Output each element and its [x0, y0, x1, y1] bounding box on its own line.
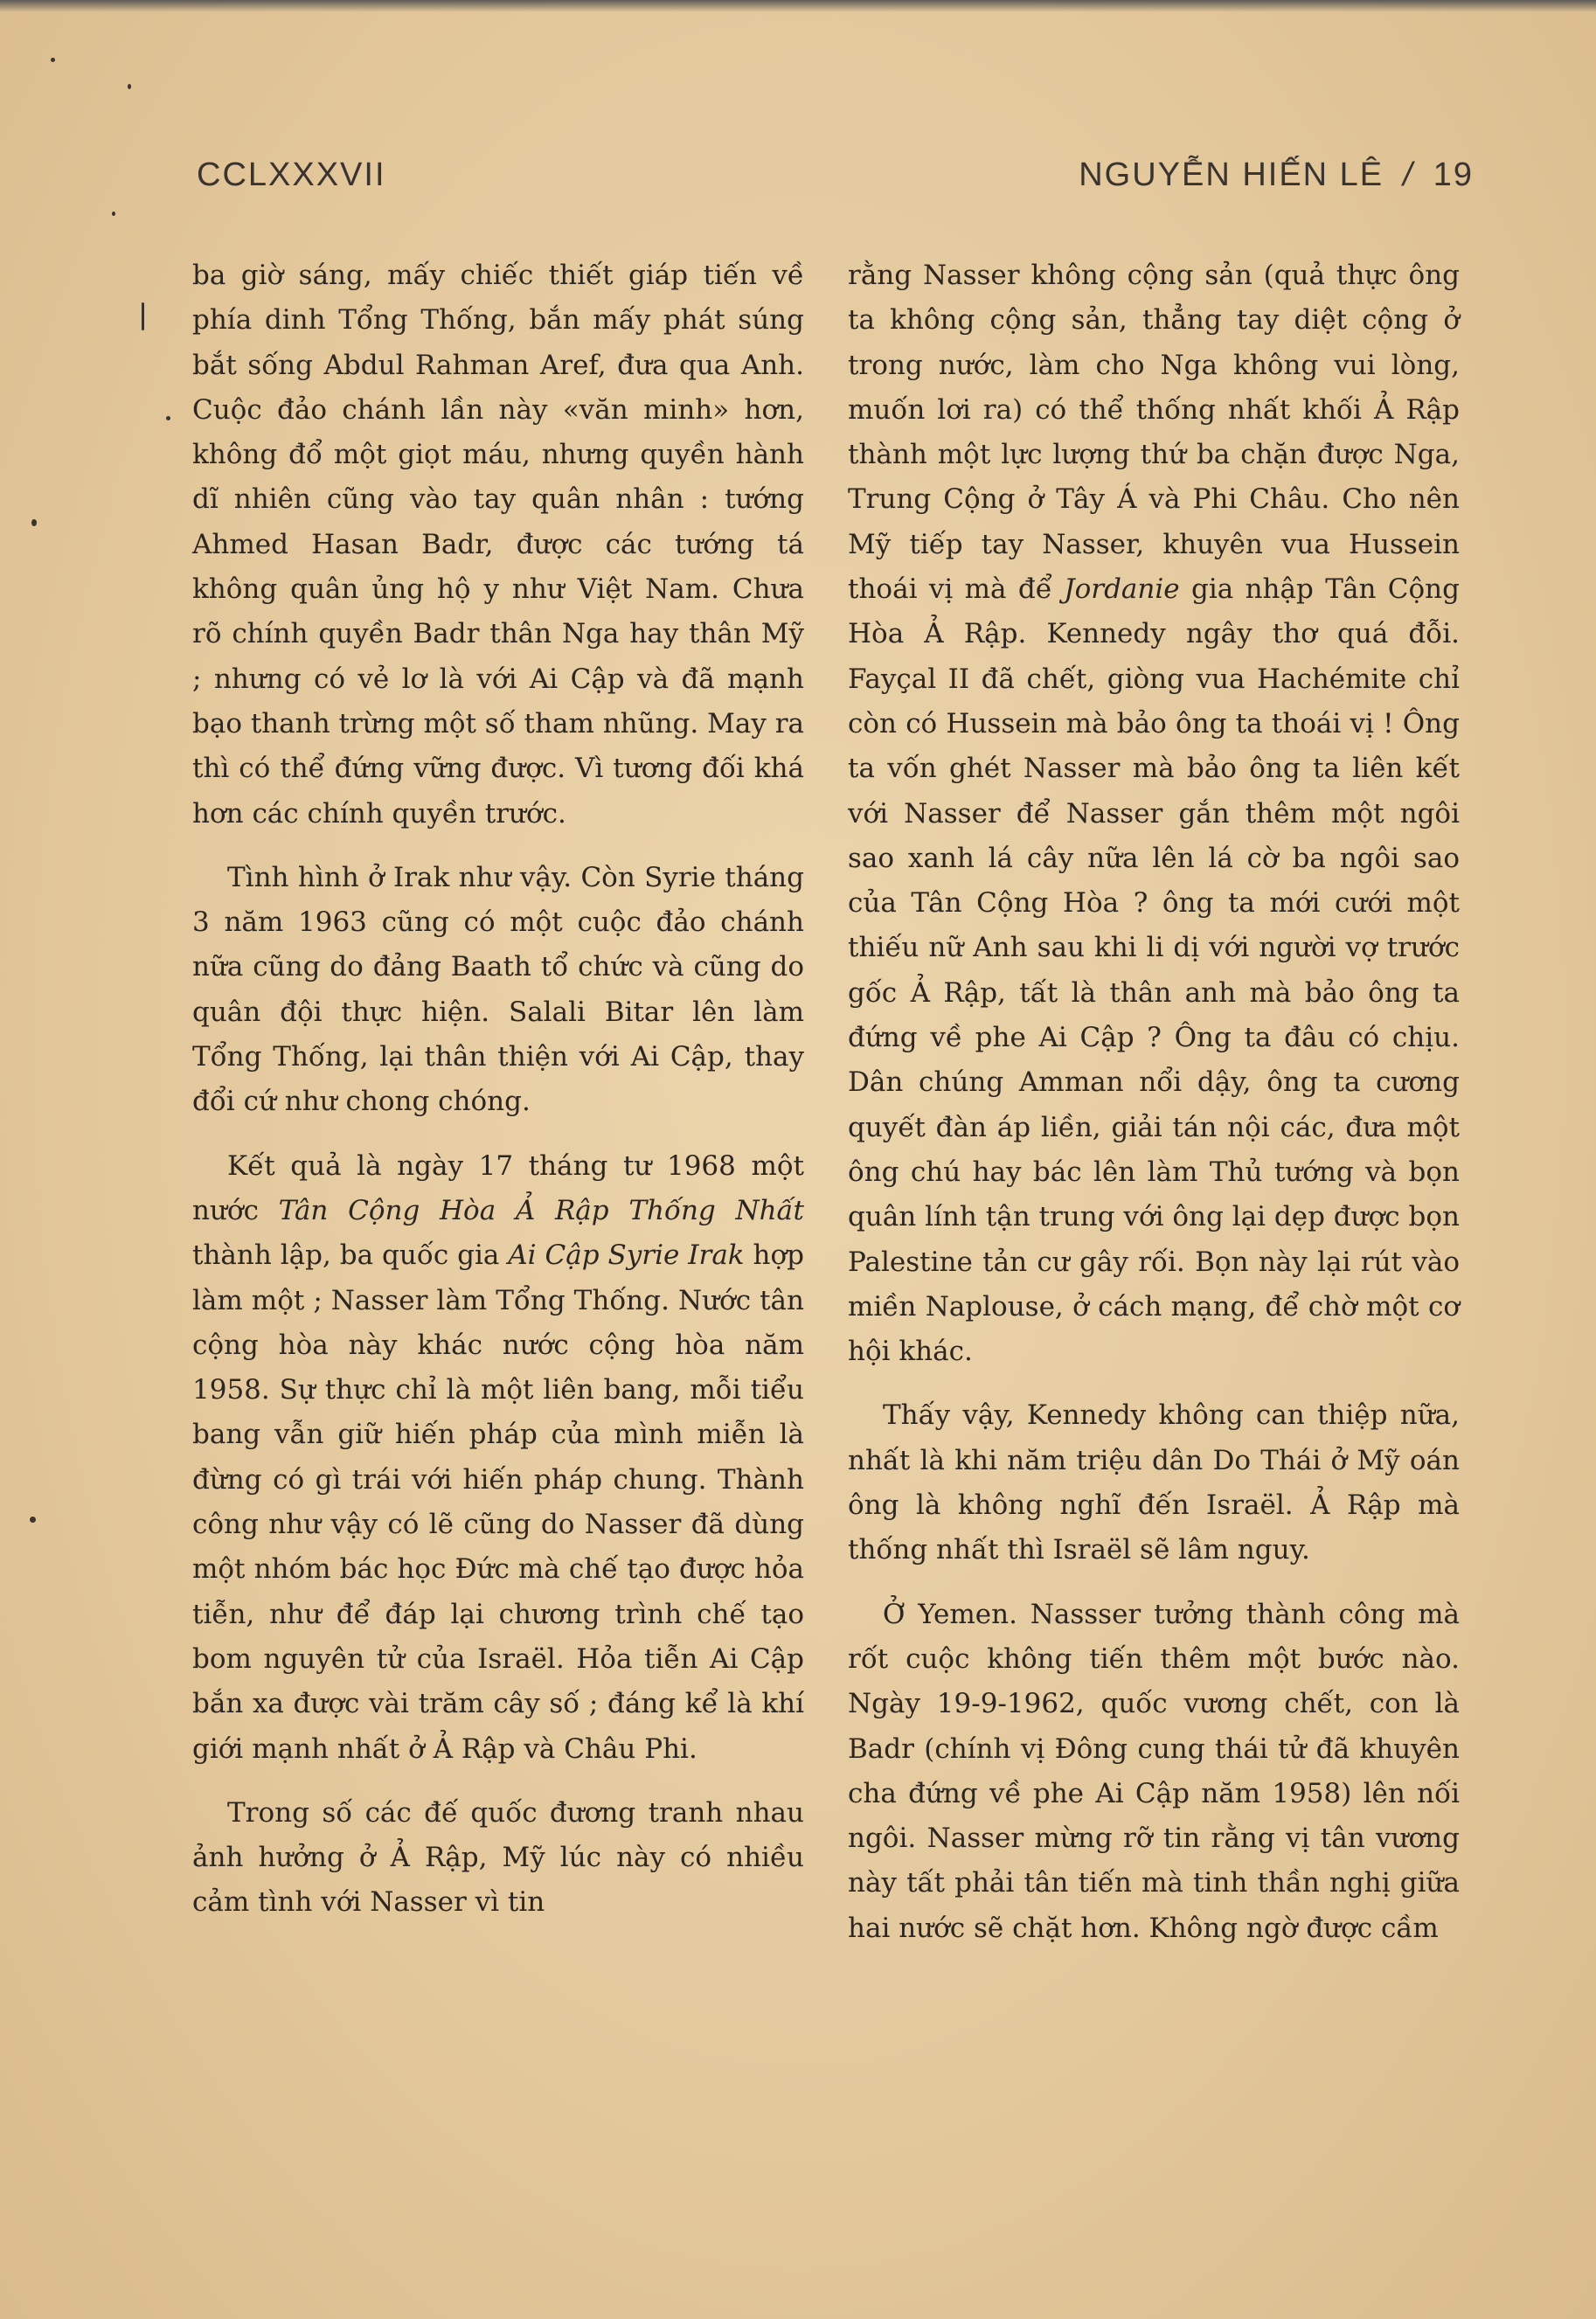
chapter-numeral: CCLXXXVII — [197, 156, 386, 193]
italic-term: Jordanie — [1064, 573, 1180, 606]
header-right — [1079, 156, 1474, 194]
paragraph: Tình hình ở Irak như vậy. Còn Syrie tháng 3 năm 1963 cũng có một cuộc đảo chánh nữa cũng do đảng Baath tổ chức và cũng do quân đội thực hiện. Salali Bitar lên làm Tổng Thống, lại thân thiện với Ai Cập, thay đổi cứ như chong chóng. — [192, 861, 804, 1118]
ink-speck — [112, 212, 115, 216]
italic-term: Ai Cập Syrie Irak — [508, 1239, 745, 1272]
paragraph: Trong số các đế quốc đương tranh nhau ảnh hưởng ở Ả Rập, Mỹ lúc này có nhiều cảm tình với Nasser vì tin — [192, 1796, 804, 1919]
header-separator: / — [1403, 156, 1414, 193]
ink-speck — [30, 1517, 36, 1523]
running-header — [197, 144, 1474, 205]
left-column — [192, 253, 804, 1926]
ink-speck — [51, 58, 55, 62]
paragraph: Thấy vậy, Kennedy không can thiệp nữa, nhất là khi năm triệu dân Do Thái ở Mỹ oán ông là không nghĩ đến Israël. Ả Rập mà thống nhất thì Israël sẽ lâm nguy. — [848, 1399, 1460, 1566]
paragraph: ba giờ sáng, mấy chiếc thiết giáp tiến về phía dinh Tổng Thống, bắn mấy phát súng bắt sống Abdul Rahman Aref, đưa qua Anh. Cuộc đảo chánh lần này «văn minh» hơn, không đổ một giọt máu, nhưng quyền hành dĩ nhiên cũng vào tay quân nhân : tướng Ahmed Hasan Badr, được các tướng tá không quân ủng hộ y như Việt Nam. Chưa rõ chính quyền Badr thân Nga hay thân Mỹ ; nhưng có vẻ lơ là với Ai Cập và đã mạnh bạo thanh trừng một số tham nhũng. May ra thì có thể đứng vững được. Vì tương đối khá hơn các chính quyền trước. — [192, 260, 804, 830]
page-number: 19 — [1433, 156, 1474, 193]
author-name: NGUYỄN HIẾN LÊ — [1079, 156, 1384, 193]
italic-term: Tân Cộng Hòa Ả Rập Thống Nhất — [278, 1194, 805, 1226]
ink-speck — [128, 84, 131, 89]
ink-speck — [142, 302, 144, 330]
ink-speck — [31, 519, 37, 526]
paragraph: Kết quả là ngày 17 tháng tư 1968 một nước Tân Cộng Hòa Ả Rập Thống Nhất thành lập, ba quốc gia Ai Cập Syrie Irak hợp làm một ; Nasser làm Tổng Thống. Nước tân cộng hòa này khác nước cộng hòa năm 1958. Sự thực chỉ là một liên bang, mỗi tiểu bang vẫn giữ hiến pháp của mình miễn là đừng có gì trái với hiến pháp chung. Thành công như vậy có lẽ cũng do Nasser đã dùng một nhóm bác học Đức mà chế tạo được hỏa tiễn, như để đáp lại chương trình chế tạo bom nguyên tử của Israël. Hỏa tiễn Ai Cập bắn xa được vài trăm cây số ; đáng kể là khí giới mạnh nhất ở Ả Rập và Châu Phi. — [192, 1149, 805, 1765]
paragraph: Ở Yemen. Nassser tưởng thành công mà rốt cuộc không tiến thêm một bước nào. Ngày 19-9-1962, quốc vương chết, con là Badr (chính vị Đông cung thái tử đã khuyên cha đứng về phe Ai Cập năm 1958) lên nối ngôi. Nasser mừng rỡ tin rằng vị tân vương này tất phải tân tiến mà tinh thần nghị giữa hai nước sẽ chặt hơn. Không ngờ được cầm — [848, 1598, 1460, 1944]
ink-speck — [166, 416, 170, 420]
right-column — [848, 253, 1460, 1951]
paragraph: rằng Nasser không cộng sản (quả thực ông ta không cộng sản, thẳng tay diệt cộng ở trong nước, làm cho Nga không vui lòng, muốn lơi ra) có thể thống nhất khối Ả Rập thành một lực lượng thứ ba chặn được Nga, Trung Cộng ở Tây Á và Phi Châu. Cho nên Mỹ tiếp tay Nasser, khuyên vua Hussein thoái vị mà để Jordanie gia nhập Tân Cộng Hòa Ả Rập. Kennedy ngây thơ quá đỗi. Fayçal II đã chết, giòng vua Hachémite chỉ còn có Hussein mà bảo ông ta thoái vị ! Ông ta vốn ghét Nasser mà bảo ông ta liên kết với Nasser để Nasser gắn thêm một ngôi sao xanh lá cây nữa lên lá cờ ba ngôi sao của Tân Cộng Hòa ? ông ta mới cưới một thiếu nữ Anh sau khi li dị với người vợ trước gốc Ả Rập, tất là thân anh mà bảo ông ta đứng về phe Ai Cập ? Ông ta đâu có chịu. Dân chúng Amman nổi dậy, ông ta cương quyết đàn áp liền, giải tán nội các, đưa một ông chú hay bác lên làm Thủ tướng và bọn quân lính tận trung với ông lại dẹp được bọn Palestine tản cư gây rối. Bọn này lại rút vào miền Naplouse, ở cách mạng, để chờ một cơ hội khác. — [848, 260, 1460, 1368]
